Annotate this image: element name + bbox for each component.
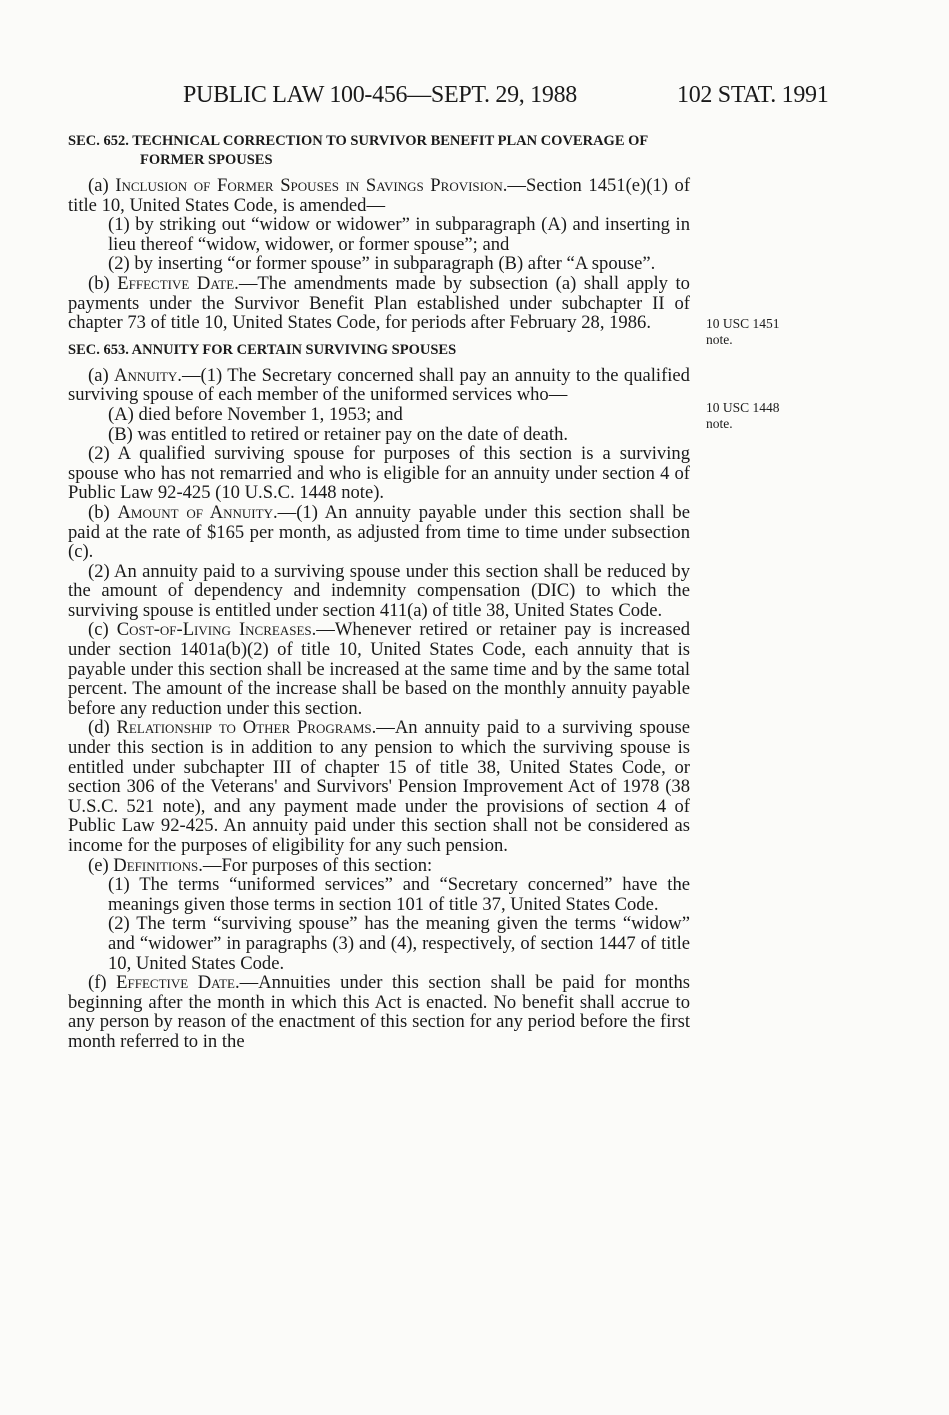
- subsection-caption: Effective Date.: [117, 272, 239, 294]
- margin-note: [706, 400, 826, 432]
- paragraph: [68, 274, 690, 333]
- margin-note: [706, 316, 826, 348]
- subsection-caption: Definitions.: [113, 854, 203, 876]
- paragraph: [68, 875, 690, 914]
- paragraph-text: (a): [88, 175, 116, 196]
- margin-note-line: note.: [706, 332, 733, 347]
- paragraph: [68, 254, 690, 274]
- subsection-caption: Effective Date.: [116, 972, 240, 994]
- paragraph-text: (b): [88, 272, 118, 294]
- paragraph: [68, 620, 690, 718]
- paragraph: [68, 176, 690, 215]
- margin-note-line: note.: [706, 416, 733, 431]
- subsection-caption: Annuity.: [114, 364, 182, 386]
- paragraph-text: (B) was entitled to retired or retainer pay on the date of death.: [108, 423, 569, 445]
- subsection-caption: Relationship to Other Programs.: [116, 717, 377, 739]
- paragraph: [68, 562, 690, 621]
- paragraph-text: —The amendments made by subsection (a) shall apply to payments under the Survivor Benefit Plan established under subchapter II of chapter 73 of title 10, United States Code, for periods after February 28, 1986.: [68, 272, 690, 334]
- paragraph: [68, 444, 690, 503]
- subsection-caption: Amount of Annuity.: [117, 501, 278, 523]
- paragraph: [68, 366, 690, 405]
- paragraph-text: (2) The term “surviving spouse” has the meaning given the terms “widow” and “widower” in paragraphs (3) and (4), respectively, of section 1447 of title 10, United States Code.: [108, 913, 690, 974]
- paragraph-text: —Section 1451(e)(1) of title 10, United States Code, is amended—: [68, 175, 691, 216]
- margin-note-line: 10 USC 1451: [706, 316, 780, 331]
- paragraph-text: (2) An annuity paid to a surviving spouse under this section shall be reduced by the amount of dependency and indemnity compensation (DIC) to which the surviving spouse is entitled under section 411(a) of title 38, United States Code.: [68, 560, 690, 621]
- paragraph-text: (f): [88, 972, 117, 994]
- subsection-caption: Cost-of-Living Increases.: [116, 619, 317, 641]
- paragraph-text: (d): [88, 717, 117, 739]
- paragraph: [68, 973, 690, 1051]
- paragraph-text: (2) A qualified surviving spouse for purposes of this section is a surviving spouse who has not remarried and who is eligible for an annuity under section 4 of Public Law 92-425 (10 U.S.C. 1448 note).: [68, 443, 690, 504]
- paragraph-text: (2) by inserting “or former spouse” in subparagraph (B) after “A spouse”.: [108, 253, 656, 275]
- paragraph-text: (b): [88, 501, 118, 523]
- running-header-title: PUBLIC LAW 100-456—SEPT. 29, 1988: [183, 82, 577, 108]
- paragraph-text: (e): [88, 854, 114, 876]
- paragraph: [68, 425, 690, 445]
- paragraph: [68, 718, 690, 855]
- paragraph-text: (c): [88, 619, 117, 641]
- paragraph: [68, 856, 690, 876]
- paragraph-text: (A) died before November 1, 1953; and: [108, 403, 403, 425]
- section-652-heading: SEC. 652. TECHNICAL CORRECTION TO SURVIVOR BENEFIT PLAN COVERAGE OF FORMER SPOUSES: [68, 133, 648, 168]
- paragraph-text: —(1) The Secretary concerned shall pay an annuity to the qualified surviving spouse of each member of the uniformed services who—: [68, 364, 690, 406]
- paragraph-text: —Annuities under this section shall be paid for months beginning after the month in which this Act is enacted. No benefit shall accrue to any person by reason of the enactment of this section for any period before the first month referred to in the: [68, 972, 690, 1052]
- paragraph-text: —(1) An annuity payable under this section shall be paid at the rate of $165 per month, as adjusted from time to time under subsection (c).: [68, 501, 690, 563]
- paragraph-text: (a): [88, 364, 115, 386]
- paragraph-text: (1) by striking out “widow or widower” in subparagraph (A) and inserting in lieu thereof “widow, widower, or former spouse”; and: [108, 214, 690, 255]
- paragraph-text: —For purposes of this section:: [202, 854, 433, 876]
- paragraph-text: —An annuity paid to a surviving spouse under this section is in addition to any pension to which the surviving spouse is entitled under subchapter III of chapter 15 of title 38, United States Code, or section 306 of the Veterans' and Survivors' Pension Improvement Act of 1978 (38 U.S.C. 521 note), and any payment made under the provisions of section 4 of Public Law 92-425. An annuity paid under this section shall not be considered as income for the purposes of eligibility for any such pension.: [68, 717, 690, 856]
- paragraph: [68, 405, 690, 425]
- body-text-column: [68, 132, 690, 1052]
- statute-page-number: 102 STAT. 1991: [677, 82, 829, 108]
- paragraph: [68, 503, 690, 562]
- paragraph: [68, 215, 690, 254]
- section-653-heading: SEC. 653. ANNUITY FOR CERTAIN SURVIVING SPOUSES: [68, 341, 457, 358]
- subsection-caption: Inclusion of Former Spouses in Savings Provision.: [115, 175, 508, 196]
- paragraph-text: —Whenever retired or retainer pay is increased under section 1401a(b)(2) of title 10, United States Code, each annuity that is payable under this section shall be increased at the same time and by the same total percent. The amount of the increase shall be based on the monthly annuity payable before any reduction under this section.: [68, 619, 690, 719]
- margin-note-line: 10 USC 1448: [706, 400, 780, 415]
- paragraph-text: (1) The terms “uniformed services” and “Secretary concerned” have the meanings given those terms in section 101 of title 37, United States Code.: [108, 874, 690, 915]
- paragraph: [68, 914, 690, 973]
